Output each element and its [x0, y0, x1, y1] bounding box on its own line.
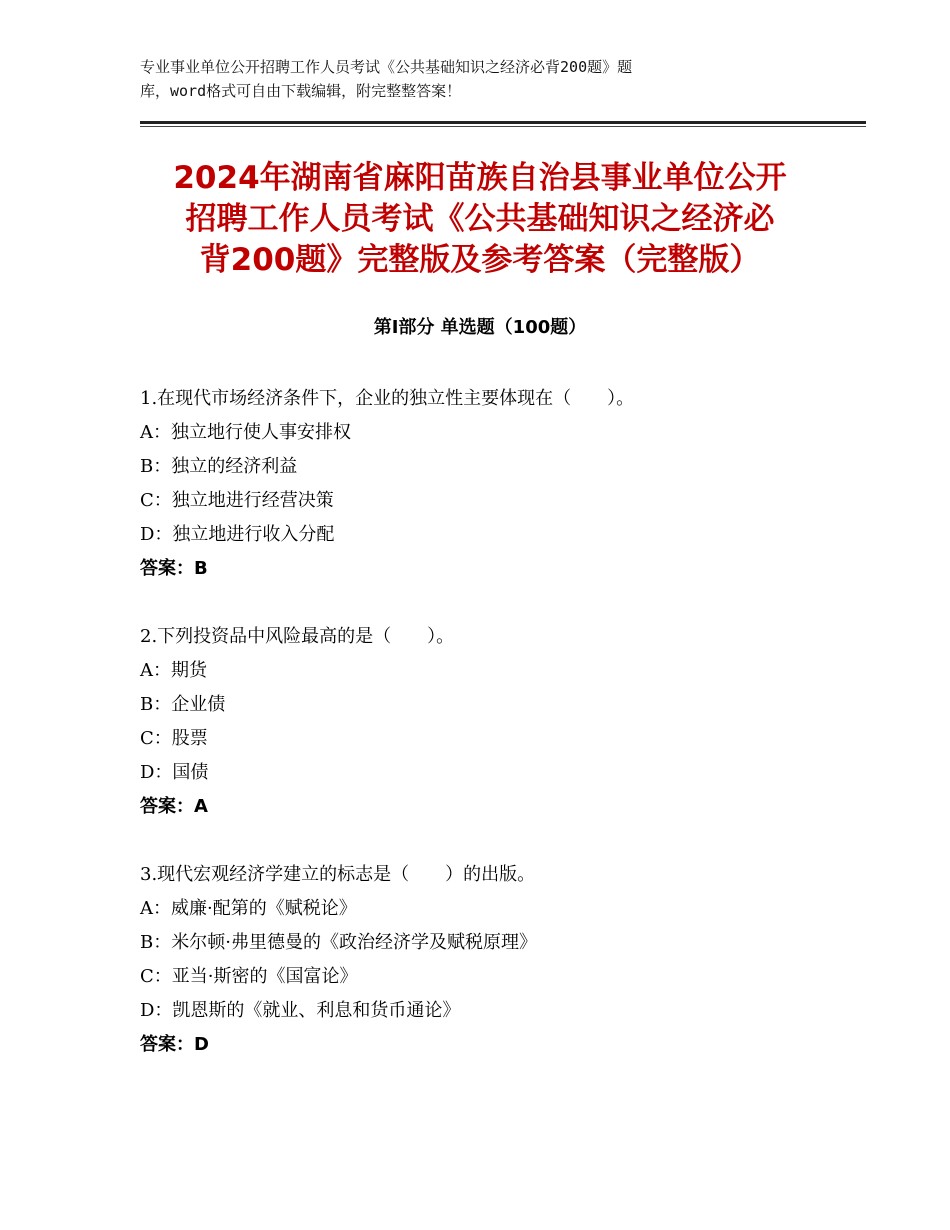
answer: 答案：A [140, 796, 208, 817]
document-title-line-2: 招聘工作人员考试《公共基础知识之经济必 [185, 201, 775, 237]
header-note-line-1: 专业事业单位公开招聘工作人员考试《公共基础知识之经济必背200题》题 [140, 58, 633, 76]
option-c: C：股票 [140, 728, 208, 749]
header-note-line-2: 库，word格式可自由下载编辑，附完整整答案！ [140, 82, 462, 100]
option-b: B：米尔顿·弗里德曼的《政治经济学及赋税原理》 [140, 932, 537, 953]
header-divider [140, 121, 866, 127]
option-d: D：国债 [140, 762, 209, 783]
option-c: C：亚当·斯密的《国富论》 [140, 966, 358, 987]
header-divider-thin [140, 126, 866, 127]
header-divider-thick [140, 121, 866, 124]
option-a: A：期货 [140, 660, 207, 681]
question-list [140, 382, 860, 1096]
option-d: D：凯恩斯的《就业、利息和货币通论》 [140, 1000, 461, 1021]
question-1 [140, 382, 860, 586]
question-3 [140, 858, 860, 1062]
option-b: B：企业债 [140, 694, 226, 715]
header-note [140, 55, 780, 103]
question-2 [140, 620, 860, 824]
section-title: 第Ⅰ部分 单选题（100题） [373, 317, 587, 338]
answer: 答案：D [140, 1034, 209, 1055]
question-stem: 2.下列投资品中风险最高的是（ ）。 [140, 626, 455, 647]
option-b: B：独立的经济利益 [140, 456, 298, 477]
question-stem: 3.现代宏观经济学建立的标志是（ ）的出版。 [140, 864, 536, 885]
option-a: A：威廉·配第的《赋税论》 [140, 898, 357, 919]
document-title [140, 158, 820, 281]
question-stem: 1.在现代市场经济条件下，企业的独立性主要体现在（ ）。 [140, 388, 635, 409]
option-c: C：独立地进行经营决策 [140, 490, 334, 511]
document-title-line-3: 背200题》完整版及参考答案（完整版） [199, 242, 761, 278]
option-a: A：独立地行使人事安排权 [140, 422, 351, 443]
answer: 答案：B [140, 558, 208, 579]
option-d: D：独立地进行收入分配 [140, 524, 335, 545]
document-title-line-1: 2024年湖南省麻阳苗族自治县事业单位公开 [173, 160, 787, 196]
